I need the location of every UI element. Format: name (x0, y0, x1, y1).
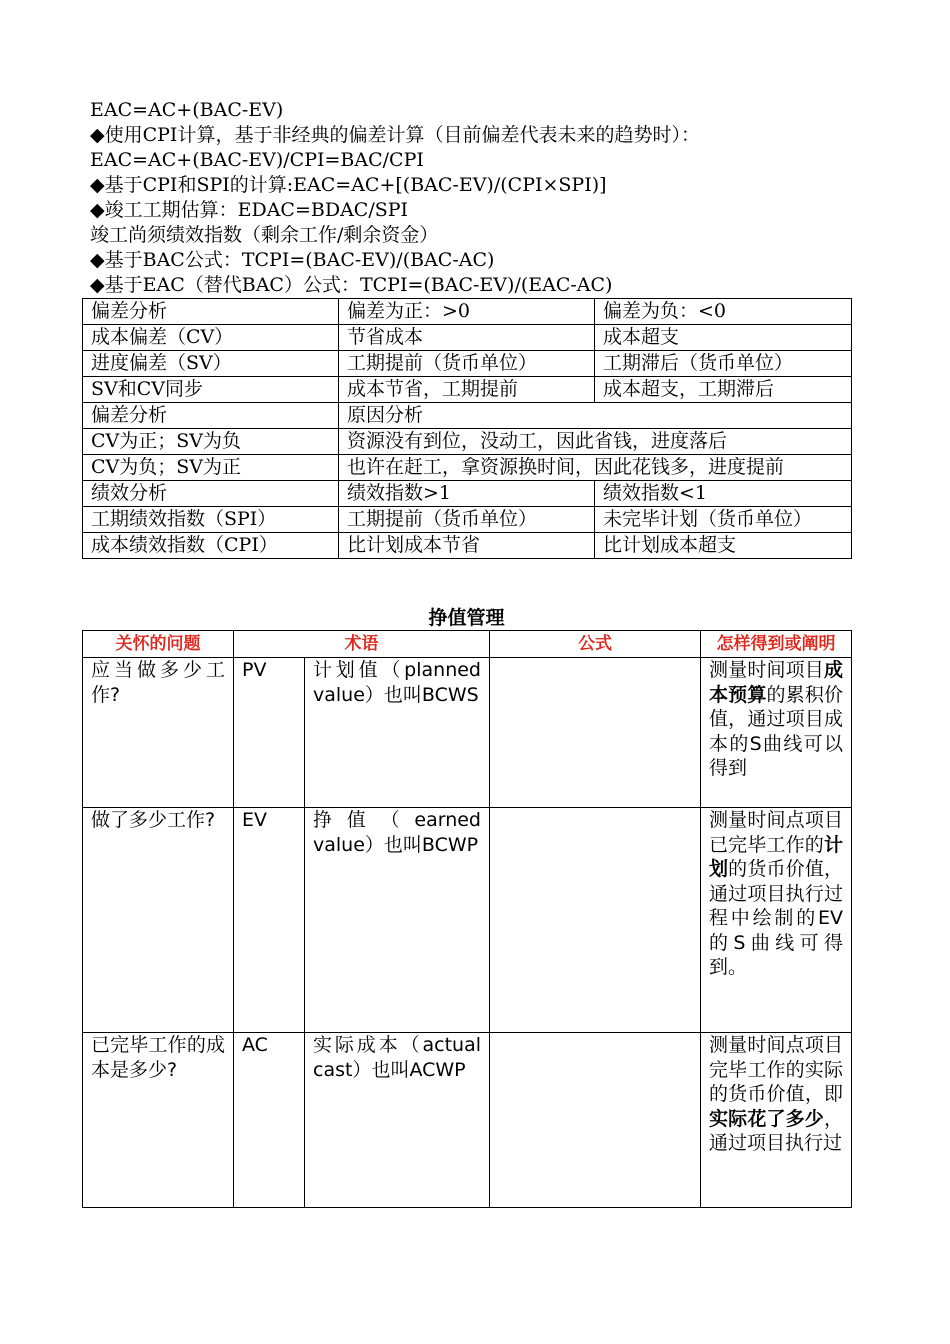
table-cell: 绩效指数>1 (339, 481, 595, 507)
table-row (83, 377, 852, 403)
question-cell: 已完毕工作的成本是多少? (83, 1033, 234, 1208)
text-line: ◆基于BAC公式：TCPI=(BAC-EV)/(BAC-AC) (90, 249, 495, 271)
table-cell: 绩效分析 (83, 481, 339, 507)
desc-text: 测量时间项目 (709, 659, 824, 681)
table-row (83, 481, 852, 507)
section-title: 挣值管理 (428, 607, 505, 629)
desc-text: 测量时间点项目已完毕工作的 (709, 809, 843, 856)
abbr-cell: EV (234, 808, 305, 1033)
table-cell: 未完毕计划（货币单位） (595, 507, 852, 533)
description-cell (701, 658, 852, 808)
table-cell: 工期提前（货币单位） (339, 507, 595, 533)
table-cell: 原因分析 (339, 403, 852, 429)
table-row (83, 533, 852, 559)
table-cell: 工期提前（货币单位） (339, 351, 595, 377)
variance-analysis-table (82, 298, 852, 559)
text-line: 竣工尚须绩效指数（剩余工作/剩余资金） (90, 224, 439, 246)
header-cell: 公式 (490, 631, 701, 658)
table-cell: CV为正；SV为负 (83, 429, 339, 455)
table-cell: 节省成本 (339, 325, 595, 351)
table-header-row (83, 631, 852, 658)
text-line: EAC=AC+(BAC-EV)/CPI=BAC/CPI (90, 149, 424, 171)
description-cell (701, 808, 852, 1033)
text-line: ◆使用CPI计算，基于非经典的偏差计算（目前偏差代表未来的趋势时）： (90, 124, 700, 146)
table-row (83, 299, 852, 325)
table-row (83, 1033, 852, 1208)
term-cell: 计划值（planned value）也叫BCWS (305, 658, 490, 808)
table-cell: 工期滞后（货币单位） (595, 351, 852, 377)
table-row (83, 429, 852, 455)
desc-bold-text: 成本预算 (709, 659, 843, 706)
table-row (83, 658, 852, 808)
intro-text (90, 98, 860, 298)
table-cell: 偏差为负：<0 (595, 299, 852, 325)
abbr-cell: PV (234, 658, 305, 808)
formula-cell (490, 658, 701, 808)
desc-text: 的货币价值，通过项目执行过程中绘制的EV的S曲线可得到。 (709, 858, 843, 978)
term-cell: 挣值（earned value）也叫BCWP (305, 808, 490, 1033)
text-line: EAC=AC+(BAC-EV) (90, 99, 284, 121)
text-line: ◆竣工工期估算：EDAC=BDAC/SPI (90, 199, 409, 221)
text-line: ◆基于EAC（替代BAC）公式：TCPI=(BAC-EV)/(EAC-AC) (90, 274, 613, 296)
table-row (83, 325, 852, 351)
desc-text: ，通过项目执行过 (709, 1107, 843, 1154)
table-cell: 资源没有到位，没动工，因此省钱，进度落后 (339, 429, 852, 455)
table-row (83, 455, 852, 481)
table-cell: CV为负；SV为正 (83, 455, 339, 481)
table-cell: 成本节省，工期提前 (339, 377, 595, 403)
table-cell: 偏差分析 (83, 403, 339, 429)
header-cell: 怎样得到或阐明 (701, 631, 852, 658)
table-cell: 比计划成本节省 (339, 533, 595, 559)
formula-cell (490, 1033, 701, 1208)
table-cell: SV和CV同步 (83, 377, 339, 403)
desc-bold-text: 计划 (709, 833, 843, 880)
text-line: ◆基于CPI和SPI的计算:EAC=AC+[(BAC-EV)/(CPI×SPI)] (90, 174, 607, 196)
table-cell: 成本绩效指数（CPI） (83, 533, 339, 559)
table-cell: 绩效指数<1 (595, 481, 852, 507)
table-cell: 成本超支 (595, 325, 852, 351)
table-row (83, 351, 852, 377)
header-cell: 术语 (234, 631, 490, 658)
table-cell: 偏差分析 (83, 299, 339, 325)
formula-cell (490, 808, 701, 1033)
desc-bold-text: 实际花了多少 (709, 1107, 824, 1130)
abbr-cell: AC (234, 1033, 305, 1208)
table-cell: 成本超支，工期滞后 (595, 377, 852, 403)
table-row (83, 403, 852, 429)
table-row (83, 808, 852, 1033)
table-cell: 比计划成本超支 (595, 533, 852, 559)
description-cell (701, 1033, 852, 1208)
table-cell: 也许在赶工，拿资源换时间，因此花钱多，进度提前 (339, 455, 852, 481)
term-cell: 实际成本（actual cast）也叫ACWP (305, 1033, 490, 1208)
desc-text: 测量时间点项目完毕工作的实际的货币价值，即 (709, 1034, 843, 1105)
earned-value-table (82, 630, 852, 1208)
table-cell: 成本偏差（CV） (83, 325, 339, 351)
question-cell: 应当做多少工作? (83, 658, 234, 808)
table-cell: 偏差为正：>0 (339, 299, 595, 325)
desc-text: 的累积价值，通过项目成本的S曲线可以得到 (709, 683, 843, 779)
question-cell: 做了多少工作? (83, 808, 234, 1033)
header-cell: 关怀的问题 (83, 631, 234, 658)
table-cell: 工期绩效指数（SPI） (83, 507, 339, 533)
table-cell: 进度偏差（SV） (83, 351, 339, 377)
table-row (83, 507, 852, 533)
